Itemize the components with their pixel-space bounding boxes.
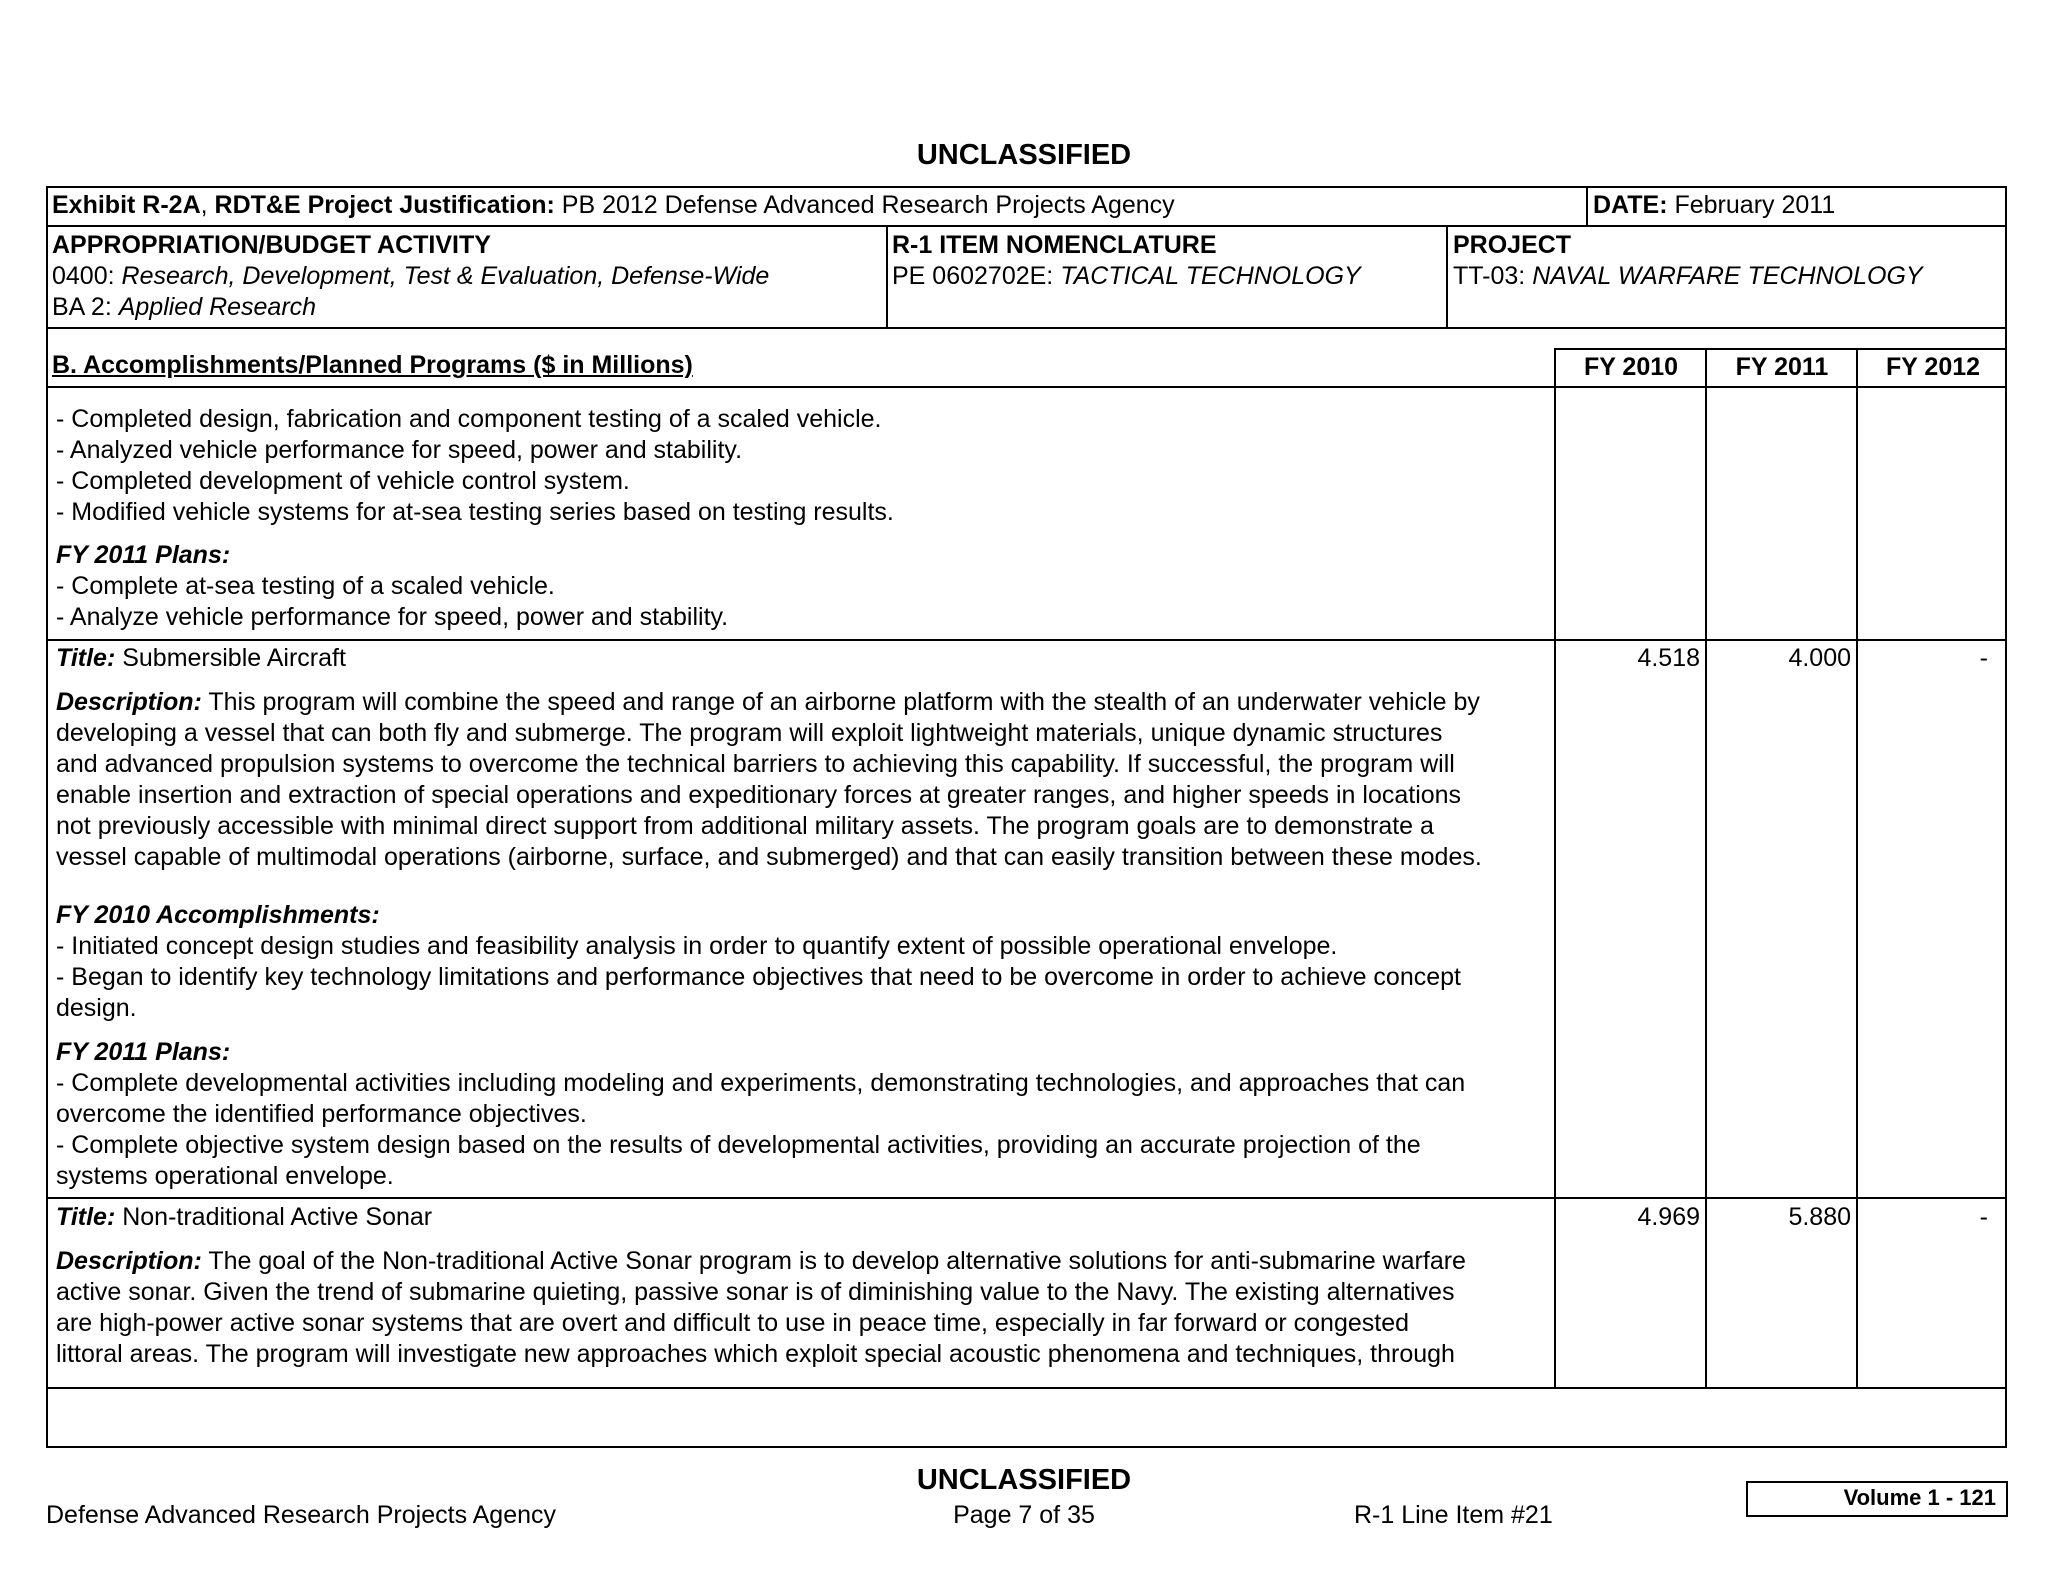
- list-item: overcome the identified performance objectives.: [56, 1100, 587, 1128]
- justification-value: PB 2012 Defense Advanced Research Projects Agency: [554, 191, 1175, 219]
- exhibit-label: Exhibit R-2A: [52, 191, 201, 219]
- r1-name: TACTICAL TECHNOLOGY: [1060, 262, 1361, 290]
- ba-name: Applied Research: [118, 293, 317, 321]
- r1-divider: [1446, 225, 1448, 329]
- list-item: - Modified vehicle systems for at-sea testing series based on testing results.: [56, 498, 894, 526]
- list-item: - Analyzed vehicle performance for speed, power and stability.: [56, 436, 743, 464]
- program-1-plans-heading: FY 2011 Plans:: [56, 1038, 231, 1066]
- list-item: design.: [56, 994, 137, 1022]
- list-item: - Complete objective system design based on the results of developmental activities, providing an accurate projection of the: [56, 1131, 1421, 1159]
- classification-bottom: UNCLASSIFIED: [916, 1464, 1132, 1496]
- program-1-fy2012-value: -: [1979, 644, 1988, 672]
- project-line: [1453, 261, 1923, 292]
- footer-page: Page 7 of 35: [953, 1501, 1095, 1529]
- list-item: - Complete developmental activities including modeling and experiments, demonstrating technologies, and approaches that can: [56, 1069, 1466, 1097]
- row-divider-2: [46, 1197, 2007, 1199]
- date-line: [1593, 190, 1835, 221]
- continued-plans: [56, 571, 728, 633]
- header-row2-bottom: [46, 327, 2007, 329]
- column-header-fy2011: FY 2011: [1735, 353, 1829, 381]
- program-2-description: [56, 1246, 1466, 1370]
- r1-line: [892, 261, 1361, 292]
- date-label: DATE:: [1593, 191, 1668, 219]
- column-header-top: [1554, 348, 2007, 350]
- exhibit-line: [52, 190, 1175, 221]
- list-item: - Completed development of vehicle control system.: [56, 467, 630, 495]
- column-header-fy2012: FY 2012: [1885, 353, 1981, 381]
- program-2-fy2011-value: 5.880: [1788, 1203, 1851, 1231]
- r1-code: PE 0602702E:: [892, 262, 1061, 290]
- program-1-accomplishments: [56, 931, 1461, 1024]
- section-title: B. Accomplishments/Planned Programs ($ in Millions): [52, 351, 693, 379]
- title-value: Non-traditional Active Sonar: [115, 1203, 433, 1231]
- description-label: Description:: [56, 688, 202, 716]
- program-2-fy2012-value: -: [1979, 1203, 1988, 1231]
- description-line: littoral areas. The program will investigate new approaches which exploit special acoustic phenomena and techniques, through: [56, 1340, 1455, 1368]
- list-item: - Analyze vehicle performance for speed, power and stability.: [56, 603, 729, 631]
- column-header-fy2010: FY 2010: [1583, 353, 1679, 381]
- date-value: February 2011: [1667, 191, 1836, 219]
- description-line: This program will combine the speed and range of an airborne platform with the stealth of an underwater vehicle by: [201, 688, 1480, 716]
- section-row-bottom: [46, 386, 2007, 388]
- description-line: vessel capable of multimodal operations (airborne, surface, and submerged) and that can easily transition between these modes.: [56, 843, 1482, 871]
- project-code: TT-03:: [1453, 262, 1533, 290]
- description-line: active sonar. Given the trend of submarine quieting, passive sonar is of diminishing value to the Navy. The existing alternatives: [56, 1278, 1455, 1306]
- table-bottom: [46, 1387, 2007, 1389]
- program-2-fy2010-value: 4.969: [1637, 1203, 1700, 1231]
- description-line: developing a vessel that can both fly and submerge. The program will exploit lightweight materials, unique dynamic structures: [56, 719, 1443, 747]
- appropriation-code: 0400:: [52, 262, 122, 290]
- exhibit-separator: ,: [200, 191, 215, 219]
- header-row1-bottom: [46, 225, 2007, 227]
- justification-label: RDT&E Project Justification:: [214, 191, 555, 219]
- appropriation-name: Research, Development, Test & Evaluation, Defense-Wide: [121, 262, 770, 290]
- list-item: - Began to identify key technology limitations and performance objectives that need to be overcome in order to achieve concept: [56, 963, 1461, 991]
- classification-top: UNCLASSIFIED: [916, 139, 1132, 171]
- list-item: systems operational envelope.: [56, 1162, 394, 1190]
- list-item: - Completed design, fabrication and component testing of a scaled vehicle.: [56, 405, 882, 433]
- footer-line-item: R-1 Line Item #21: [1354, 1501, 1553, 1529]
- list-item: - Complete at-sea testing of a scaled vehicle.: [56, 572, 555, 600]
- program-1-fy2011-value: 4.000: [1788, 644, 1851, 672]
- continued-items: [56, 404, 894, 528]
- frame-bottom: [46, 1446, 2007, 1448]
- r1-label: R-1 ITEM NOMENCLATURE: [892, 231, 1217, 259]
- description-line: and advanced propulsion systems to overcome the technical barriers to achieving this capability. If successful, the program will: [56, 750, 1455, 778]
- description-line: enable insertion and extraction of special operations and expeditionary forces at greater ranges, and higher speeds in locations: [56, 781, 1462, 809]
- description-line: are high-power active sonar systems that are overt and difficult to use in peace time, especially in far forward or congested: [56, 1309, 1410, 1337]
- continued-plans-heading: FY 2011 Plans:: [56, 541, 231, 569]
- ba-line: [52, 292, 316, 323]
- program-1-plans: [56, 1068, 1465, 1192]
- appropriation-divider: [886, 225, 888, 329]
- date-divider: [1586, 186, 1588, 226]
- volume-box: [1746, 1481, 2008, 1517]
- program-1-title: [56, 643, 346, 674]
- project-label: PROJECT: [1453, 231, 1572, 259]
- appropriation-label: APPROPRIATION/BUDGET ACTIVITY: [52, 231, 491, 259]
- program-1-description: [56, 687, 1482, 873]
- frame-left: [46, 186, 48, 1448]
- program-1-accomplishments-heading: FY 2010 Accomplishments:: [56, 901, 380, 929]
- program-2-title: [56, 1202, 432, 1233]
- footer-agency: Defense Advanced Research Projects Agency: [46, 1501, 557, 1529]
- description-line: not previously accessible with minimal direct support from additional military assets. The program goals are to demonstrate a: [56, 812, 1434, 840]
- volume-label: Volume 1 - 121: [1843, 1485, 1996, 1510]
- row-divider-1: [46, 639, 2007, 641]
- program-1-fy2010-value: 4.518: [1637, 644, 1700, 672]
- ba-code: BA 2:: [52, 293, 119, 321]
- description-label: Description:: [56, 1247, 202, 1275]
- frame-top: [46, 186, 2007, 188]
- title-label: Title:: [56, 1203, 116, 1231]
- appropriation-line: [52, 261, 769, 292]
- title-value: Submersible Aircraft: [115, 644, 346, 672]
- project-name: NAVAL WARFARE TECHNOLOGY: [1532, 262, 1923, 290]
- list-item: - Initiated concept design studies and feasibility analysis in order to quantify extent of possible operational envelope.: [56, 932, 1338, 960]
- title-label: Title:: [56, 644, 116, 672]
- description-line: The goal of the Non-traditional Active Sonar program is to develop alternative solutions for anti-submarine warfare: [201, 1247, 1466, 1275]
